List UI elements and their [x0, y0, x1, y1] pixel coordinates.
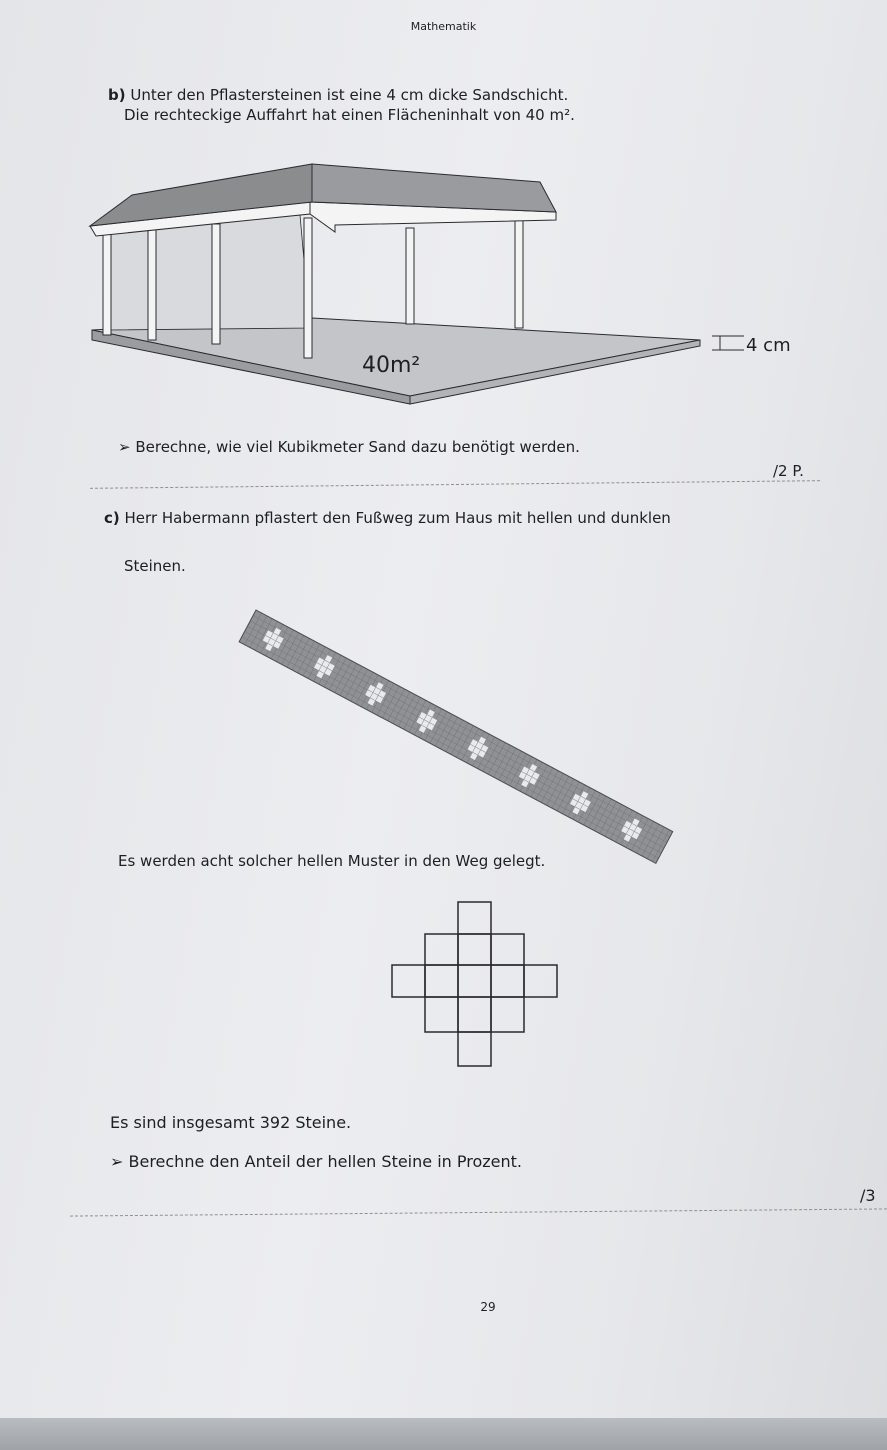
post [406, 228, 414, 324]
part-b-label: b) [108, 86, 126, 104]
page-header: Mathematik [410, 20, 477, 33]
stone [458, 965, 491, 997]
part-c-task: ➢ Berechne den Anteil der hellen Steine in Prozent. [110, 1152, 522, 1171]
thickness-label: 4 cm [746, 335, 791, 356]
part-b-line2: Die rechteckige Auffahrt hat einen Flächeninhalt von 40 m². [124, 106, 575, 124]
area-label: 40m² [362, 353, 421, 378]
stone [458, 934, 491, 965]
post [212, 224, 220, 344]
post [103, 230, 111, 335]
carport-figure [0, 160, 887, 420]
part-c-line2: Steinen. [124, 557, 186, 575]
carport-back-wall [110, 215, 310, 330]
total-stones-text: Es sind insgesamt 392 Steine. [110, 1113, 352, 1132]
post [148, 228, 156, 340]
part-c-points: /3 [860, 1186, 876, 1205]
desk-edge [0, 1418, 887, 1450]
stone [491, 934, 524, 965]
page-number: 29 [480, 1300, 496, 1314]
stone [425, 997, 458, 1032]
stone [425, 934, 458, 965]
light-pattern-detail [390, 900, 560, 1070]
stone [491, 965, 524, 997]
stone [491, 997, 524, 1032]
part-b-text1: Unter den Pflastersteinen ist eine 4 cm dicke Sandschicht. [130, 86, 569, 104]
stone [524, 965, 557, 997]
part-b-task: ➢ Berechne, wie viel Kubikmeter Sand dazu benötigt werden. [118, 438, 580, 456]
part-c-text1: Herr Habermann pflastert den Fußweg zum Haus mit hellen und dunklen [124, 509, 671, 527]
stone [458, 997, 491, 1032]
part-c-label: c) [104, 509, 120, 527]
stone [458, 1032, 491, 1066]
stone [458, 902, 491, 934]
part-c-line1 [104, 509, 671, 527]
paved-path-figure [250, 590, 690, 815]
stone [392, 965, 425, 997]
part-b-points: /2 P. [773, 462, 804, 480]
post [304, 218, 312, 358]
stone [425, 965, 458, 997]
part-b-line1 [108, 86, 568, 104]
post [515, 216, 523, 328]
pattern-count-text: Es werden acht solcher hellen Muster in den Weg gelegt. [118, 852, 546, 870]
